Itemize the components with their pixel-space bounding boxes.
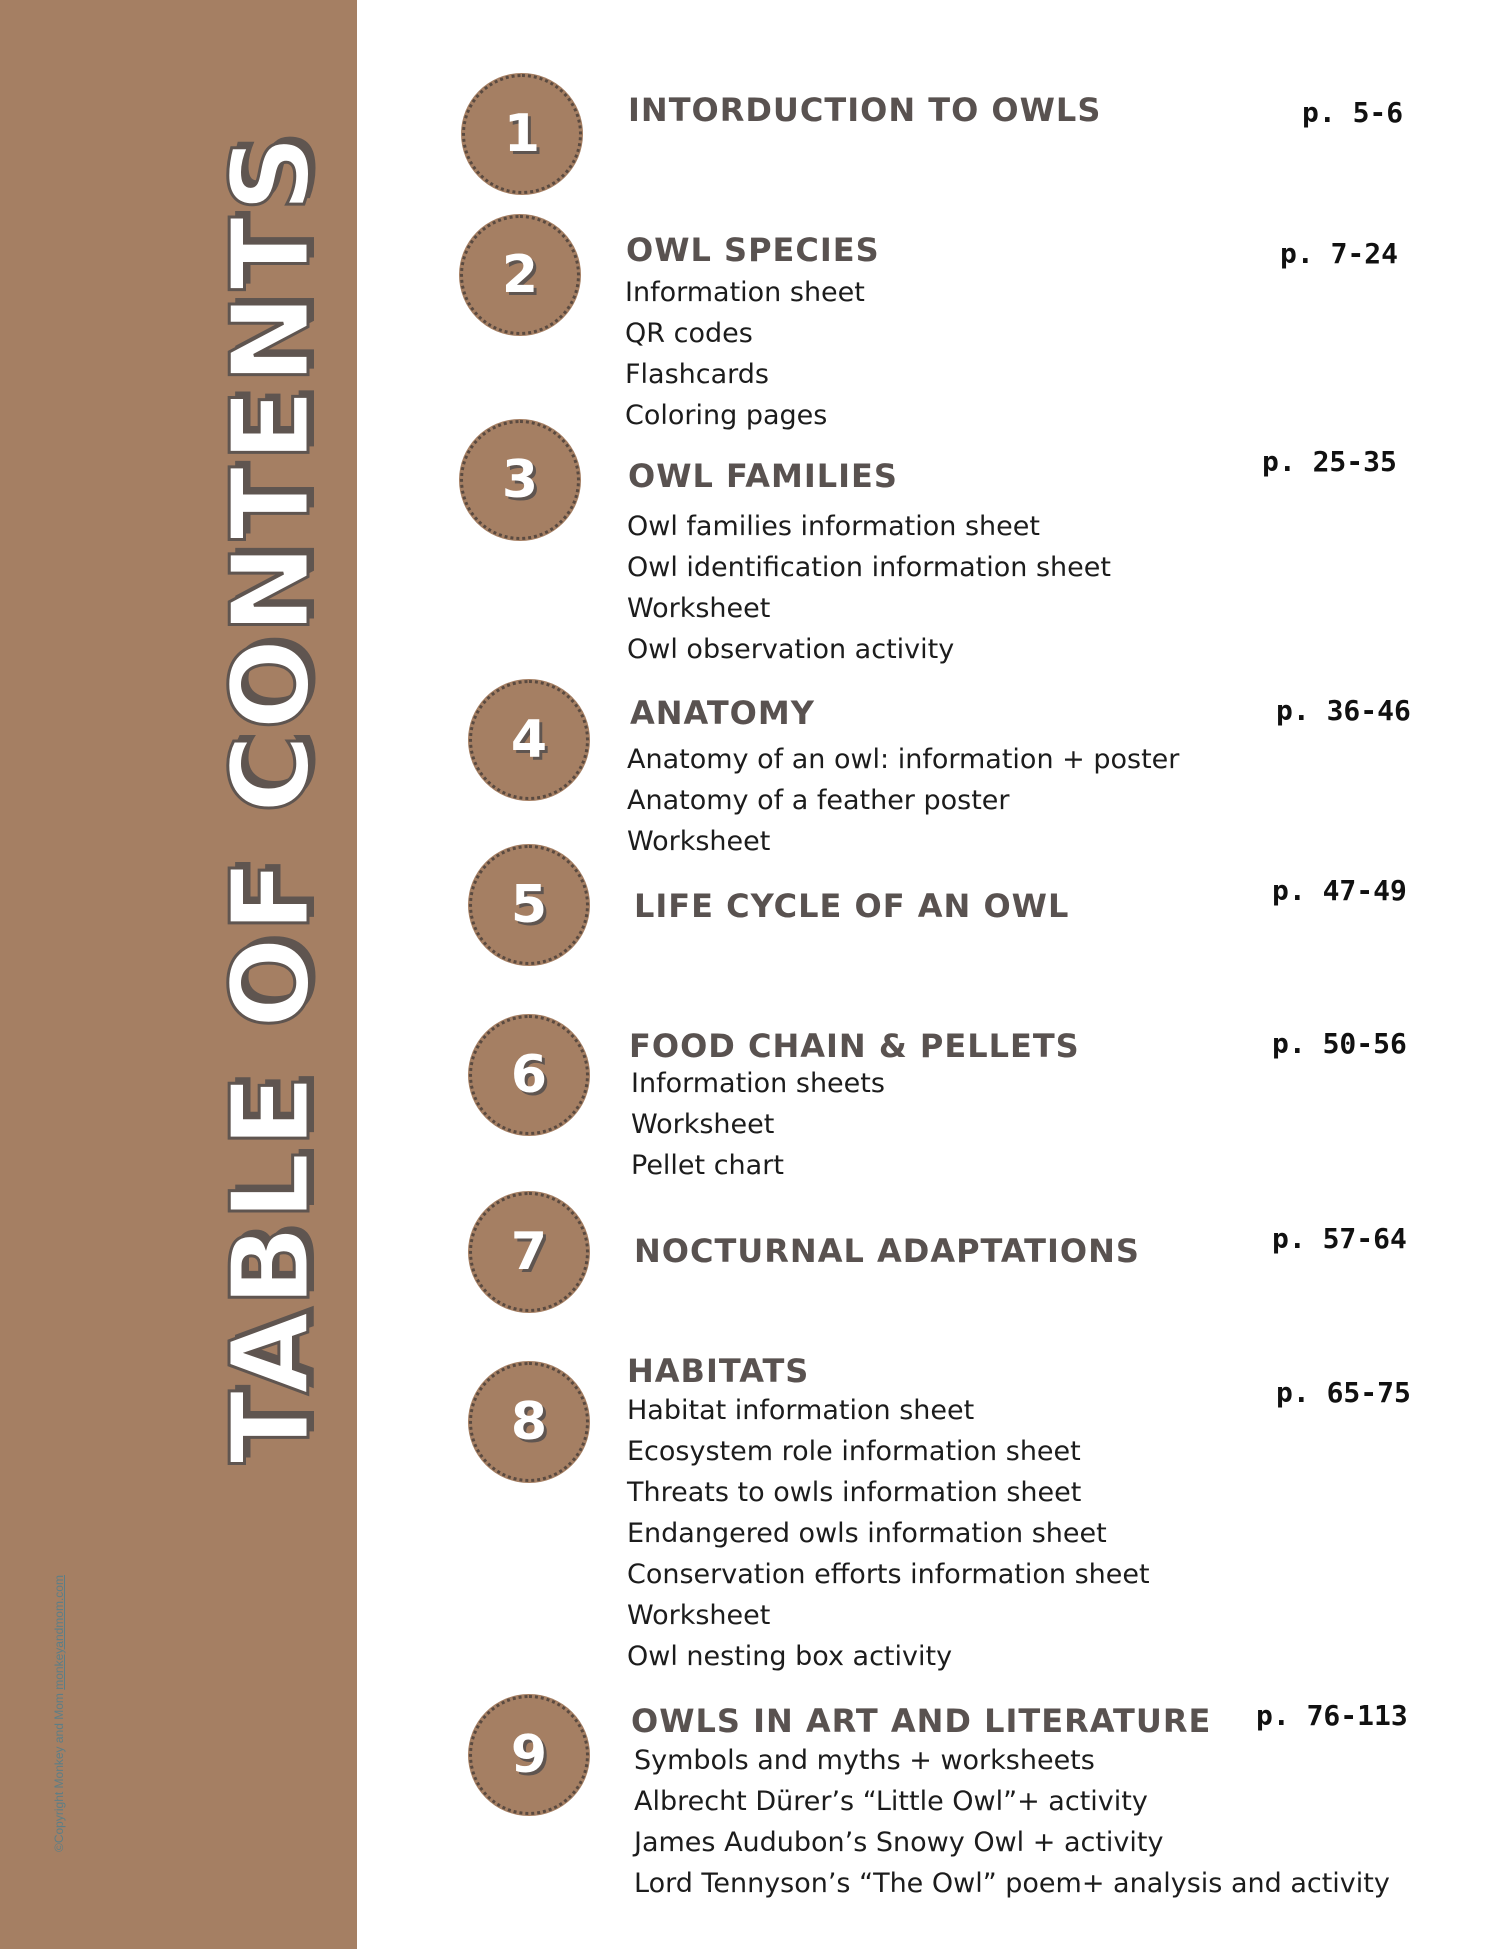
section-number: 9: [510, 1725, 548, 1785]
section-number: 4: [510, 710, 548, 770]
section-title: FOOD CHAIN & PELLETS: [629, 1027, 1080, 1065]
subitem-list: [627, 1390, 1150, 1677]
section-title: OWLS IN ART AND LITERATURE: [631, 1702, 1212, 1740]
section-number-badge: [462, 74, 582, 194]
list-item: Owl families information sheet: [627, 511, 1040, 542]
page-range: p. 5-6: [1302, 96, 1404, 129]
list-item: Worksheet: [627, 826, 771, 857]
list-item: Lord Tennyson’s “The Owl” poem+ analysis and activity: [634, 1868, 1390, 1899]
section-number-badge: [469, 680, 589, 800]
list-item: Ecosystem role information sheet: [627, 1436, 1081, 1467]
page-range: p. 47-49: [1272, 874, 1407, 907]
copyright-notice: [52, 1575, 66, 1852]
subitem-list: [627, 739, 1179, 862]
list-item: Worksheet: [627, 1600, 771, 1631]
list-item: Symbols and myths + worksheets: [634, 1745, 1095, 1776]
list-item: James Audubon’s Snowy Owl + activity: [634, 1827, 1164, 1858]
sidebar: [0, 0, 357, 1949]
list-item: Endangered owls information sheet: [627, 1518, 1107, 1549]
list-item: Anatomy of an owl: information + poster: [627, 744, 1180, 775]
section-title: NOCTURNAL ADAPTATIONS: [634, 1232, 1140, 1270]
section-title: INTORDUCTION TO OWLS: [628, 91, 1102, 129]
list-item: Coloring pages: [625, 400, 828, 431]
list-item: Conservation efforts information sheet: [627, 1559, 1150, 1590]
page-range: p. 25-35: [1262, 445, 1397, 478]
section-title: LIFE CYCLE OF AN OWL: [634, 887, 1070, 925]
section-number: 8: [510, 1392, 548, 1452]
table-of-contents-title: TABLE OF CONTENTS: [209, 130, 334, 1464]
subitem-list: [627, 506, 1111, 670]
list-item: Information sheet: [625, 277, 865, 308]
list-item: Pellet chart: [631, 1150, 784, 1181]
section-number-badge: [460, 215, 580, 335]
section-number: 1: [503, 104, 541, 164]
section-number: 3: [501, 450, 539, 510]
section-title: HABITATS: [627, 1352, 810, 1390]
section-number: 2: [501, 245, 539, 305]
section-title: OWL SPECIES: [626, 231, 880, 269]
section-number: 6: [510, 1045, 548, 1105]
list-item: Owl observation activity: [627, 634, 955, 665]
page-range: p. 76-113: [1256, 1699, 1408, 1732]
copyright-text: ©Copyright Monkey and Mom: [52, 1689, 66, 1852]
list-item: QR codes: [625, 318, 753, 349]
section-number-badge: [469, 1362, 589, 1482]
subitem-list: [625, 272, 865, 436]
section-title: OWL FAMILIES: [628, 457, 898, 495]
list-item: Owl identification information sheet: [627, 552, 1111, 583]
list-item: Anatomy of a feather poster: [627, 785, 1010, 816]
list-item: Threats to owls information sheet: [627, 1477, 1082, 1508]
page-range: p. 50-56: [1272, 1027, 1407, 1060]
list-item: Albrecht Dürer’s “Little Owl”+ activity: [634, 1786, 1148, 1817]
section-number-badge: [469, 1015, 589, 1135]
list-item: Information sheets: [631, 1068, 885, 1099]
section-number-badge: [469, 1695, 589, 1815]
list-item: Owl nesting box activity: [627, 1641, 953, 1672]
section-number: 7: [510, 1222, 548, 1282]
section-title: ANATOMY: [630, 694, 815, 732]
section-number-badge: [460, 420, 580, 540]
page-range: p. 36-46: [1276, 694, 1411, 727]
subitem-list: [634, 1740, 1390, 1904]
list-item: Habitat information sheet: [627, 1395, 975, 1426]
subitem-list: [631, 1063, 885, 1186]
list-item: Worksheet: [627, 593, 771, 624]
copyright-link[interactable]: monkeyandmom.com: [52, 1575, 66, 1690]
page-range: p. 57-64: [1272, 1222, 1407, 1255]
page-range: p. 65-75: [1276, 1376, 1411, 1409]
list-item: Worksheet: [631, 1109, 775, 1140]
section-number-badge: [469, 845, 589, 965]
section-number: 5: [510, 875, 548, 935]
section-number-badge: [469, 1192, 589, 1312]
page-range: p. 7-24: [1280, 237, 1399, 270]
list-item: Flashcards: [625, 359, 769, 390]
